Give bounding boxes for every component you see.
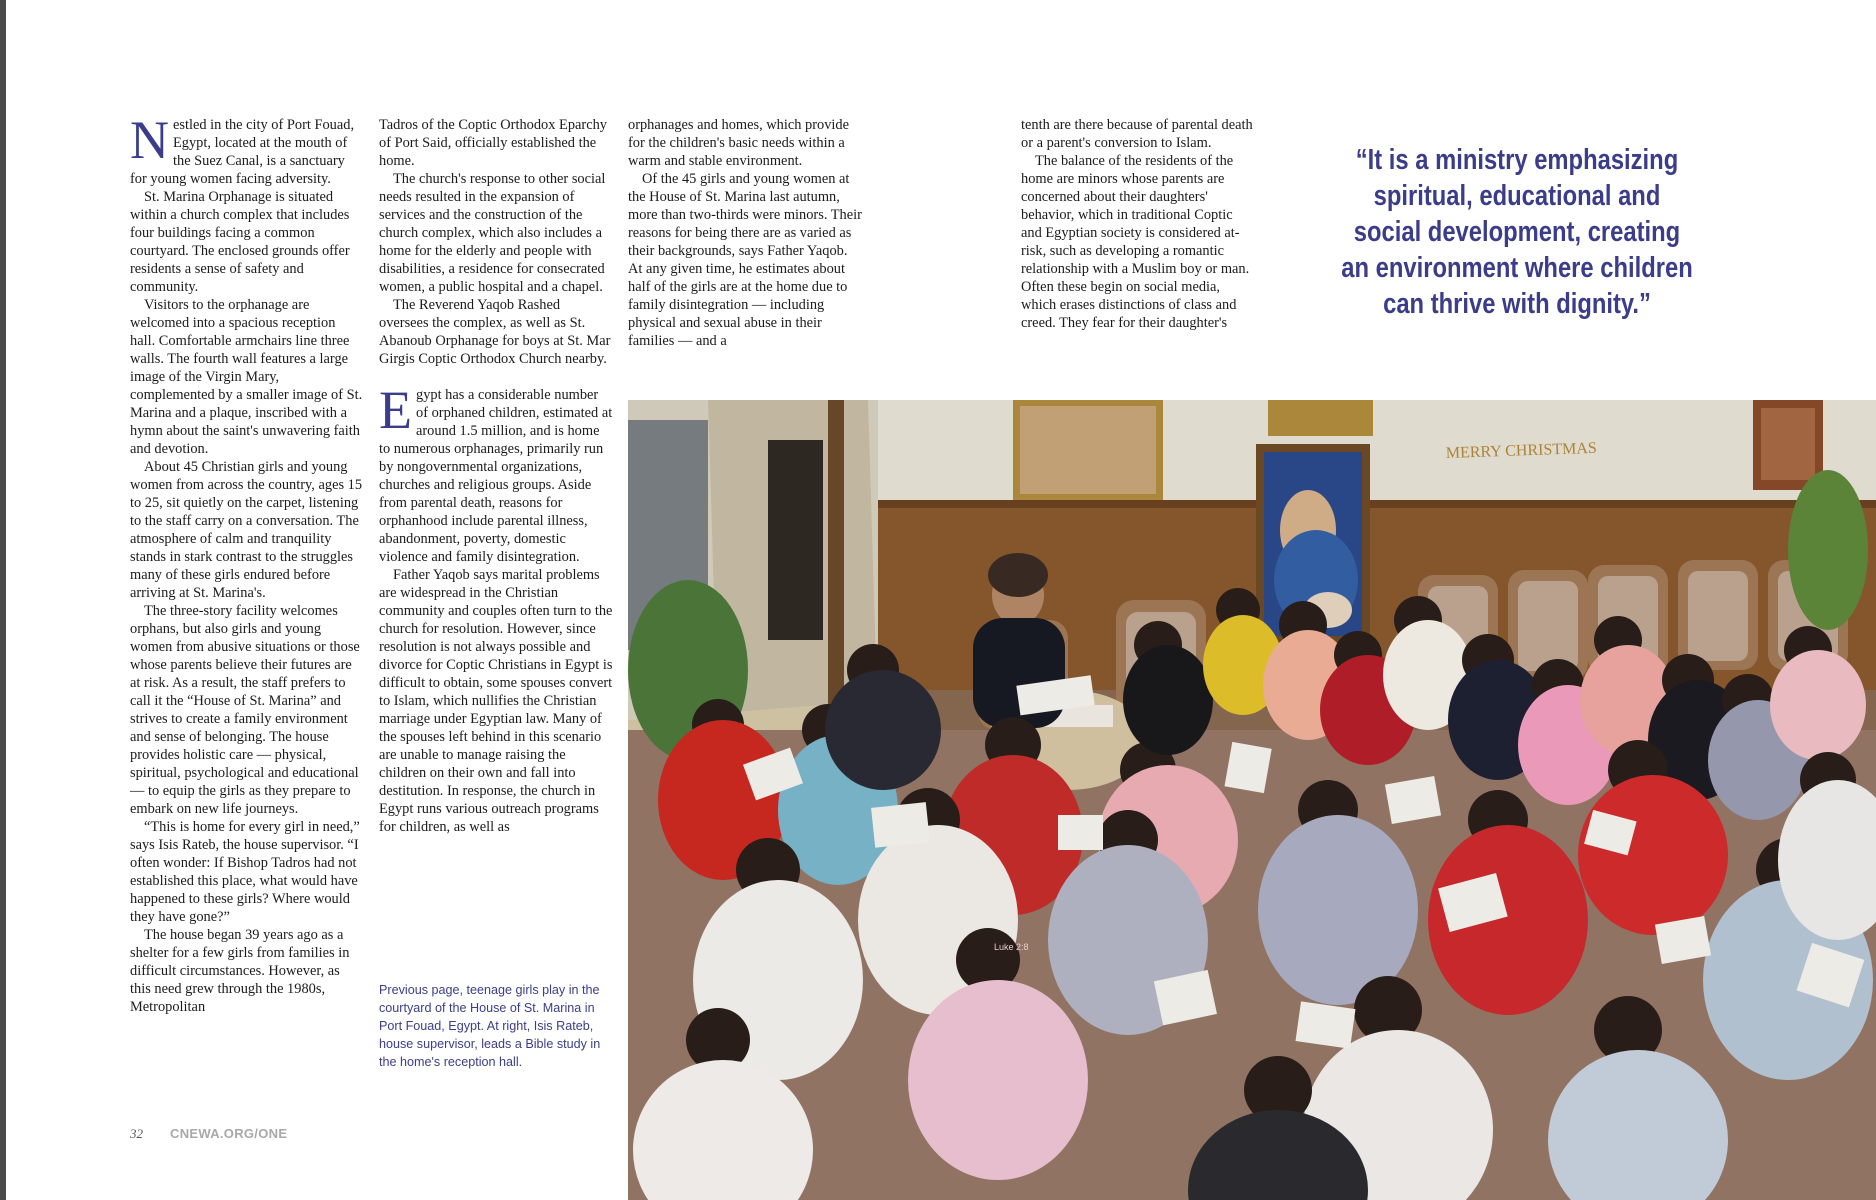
drop-cap-e: E: [379, 380, 412, 440]
article-column-1: [130, 110, 364, 1016]
paragraph: The Reverend Yaqob Rashed oversees the complex, as well as St. Abanoub Orphanage for boys at St. Mar Girgis Coptic Orthodox Church nearby.: [379, 297, 611, 367]
photo-caption: Previous page, teenage girls play in the courtyard of the House of St. Marina in Port Fouad, Egypt. At right, Isis Rateb, house supervisor, leads a Bible study in the home's reception hall.: [379, 983, 601, 1069]
paragraph: estled in the city of Port Fouad, Egypt, located at the mouth of the Suez Canal, is a sanctuary for young women facing adversity.: [130, 117, 355, 187]
paragraph: The church's response to other social needs resulted in the expansion of services and the construction of the church complex, which also includes a home for the elderly and people with disabilities, a residence for consecrated women, a public hospital and a chapel.: [379, 171, 606, 295]
bible-study-photo: [628, 400, 1876, 1200]
article-column-3: [628, 116, 862, 350]
paragraph: St. Marina Orphanage is situated within a church complex that includes four buildings facing a common courtyard. The enclosed grounds offer residents a sense of safety and community.: [130, 189, 350, 295]
paragraph: “This is home for every girl in need,” says Isis Rateb, the house supervisor. “I often wonder: If Bishop Tadros had not established this place, what would have happened to these girls? Where would they have gone?”: [130, 819, 360, 925]
paragraph: About 45 Christian girls and young women from across the country, ages 15 to 25, sit quietly on the carpet, listening to the staff carry on a conversation. The atmosphere of calm and tranquility stands in stark contrast to the struggles many of these girls endured before arriving at St. Marina's.: [130, 459, 363, 601]
pull-quote: “It is a ministry emphasizing spiritual, educational and social development, creating an environment where children can thrive with dignity.”: [1341, 144, 1693, 320]
paragraph: The house began 39 years ago as a shelter for a few girls from families in difficult circumstances. However, as this need grew through the 1980s, Metropolitan: [130, 927, 350, 1015]
article-column-2: [379, 116, 613, 836]
paragraph: Of the 45 girls and young women at the House of St. Marina last autumn, more than two-thirds were minors. Their reasons for being there are as varied as their backgrounds, says Father Yaqob. At any given time, he estimates about half of the girls are at the home due to family disintegration — including physical and sexual abuse in their families — and a: [628, 171, 862, 349]
paragraph: gypt has a considerable number of orphaned children, estimated at around 1.5 million, and is home to numerous orphanages, primarily run by nongovernmental organizations, churches and religious groups. Aside from parental death, reasons for orphanhood include parental illness, abandonment, poverty, domestic violence and family disintegration.: [379, 387, 613, 565]
paragraph: Father Yaqob says marital problems are widespread in the Christian community and couples often turn to the church for resolution. However, since resolution is not always possible and divorce for Coptic Christians in Egypt is difficult to obtain, some spouses convert to Islam, which nullifies the Christian marriage under Egyptian law. Many of the spouses left behind in this scenario are unable to manage raising the children on their own and fall into destitution. In response, the church in Egypt runs various outreach programs for children, as well as: [379, 567, 613, 835]
paragraph: Visitors to the orphanage are welcomed into a spacious reception hall. Comfortable armchairs line three walls. The fourth wall features a large image of the Virgin Mary, complemented by a smaller image of St. Marina and a plaque, inscribed with a hymn about the saint's unwavering faith and devotion.: [130, 297, 363, 457]
article-column-4: [1021, 116, 1255, 332]
paragraph: tenth are there because of parental death or a parent's conversion to Islam.: [1021, 117, 1253, 151]
paragraph: The balance of the residents of the home are minors whose parents are concerned about their daughters' behavior, which in traditional Coptic and Egyptian society is considered at-risk, such as developing a romantic relationship with a Muslim boy or man. Often these begin on social media, which erases distinctions of class and creed. They fear for their daughter's: [1021, 153, 1250, 331]
drop-cap-n: N: [130, 110, 169, 170]
paragraph: orphanages and homes, which provide for the children's basic needs within a warm and stable environment.: [628, 117, 849, 169]
svg-text:Luke 2:8: Luke 2:8: [994, 942, 1029, 952]
paragraph: The three-story facility welcomes orphans, but also girls and young women from abusive situations or those whose parents believe their futures are at risk. As a result, the staff prefers to call it the “House of St. Marina” and strives to create a family environment and sense of belonging. The house provides holistic care — physical, spiritual, psychological and educational — to equip the girls as they prepare to embark on new life journeys.: [130, 603, 360, 817]
svg-text:MERRY CHRISTMAS: MERRY CHRISTMAS: [1445, 439, 1598, 462]
page-number: 32: [130, 1126, 143, 1141]
footer-website-url[interactable]: CNEWA.ORG/ONE: [170, 1126, 288, 1141]
paragraph: Tadros of the Coptic Orthodox Eparchy of Port Said, officially established the home.: [379, 117, 607, 169]
magazine-spread: [6, 0, 1876, 1200]
